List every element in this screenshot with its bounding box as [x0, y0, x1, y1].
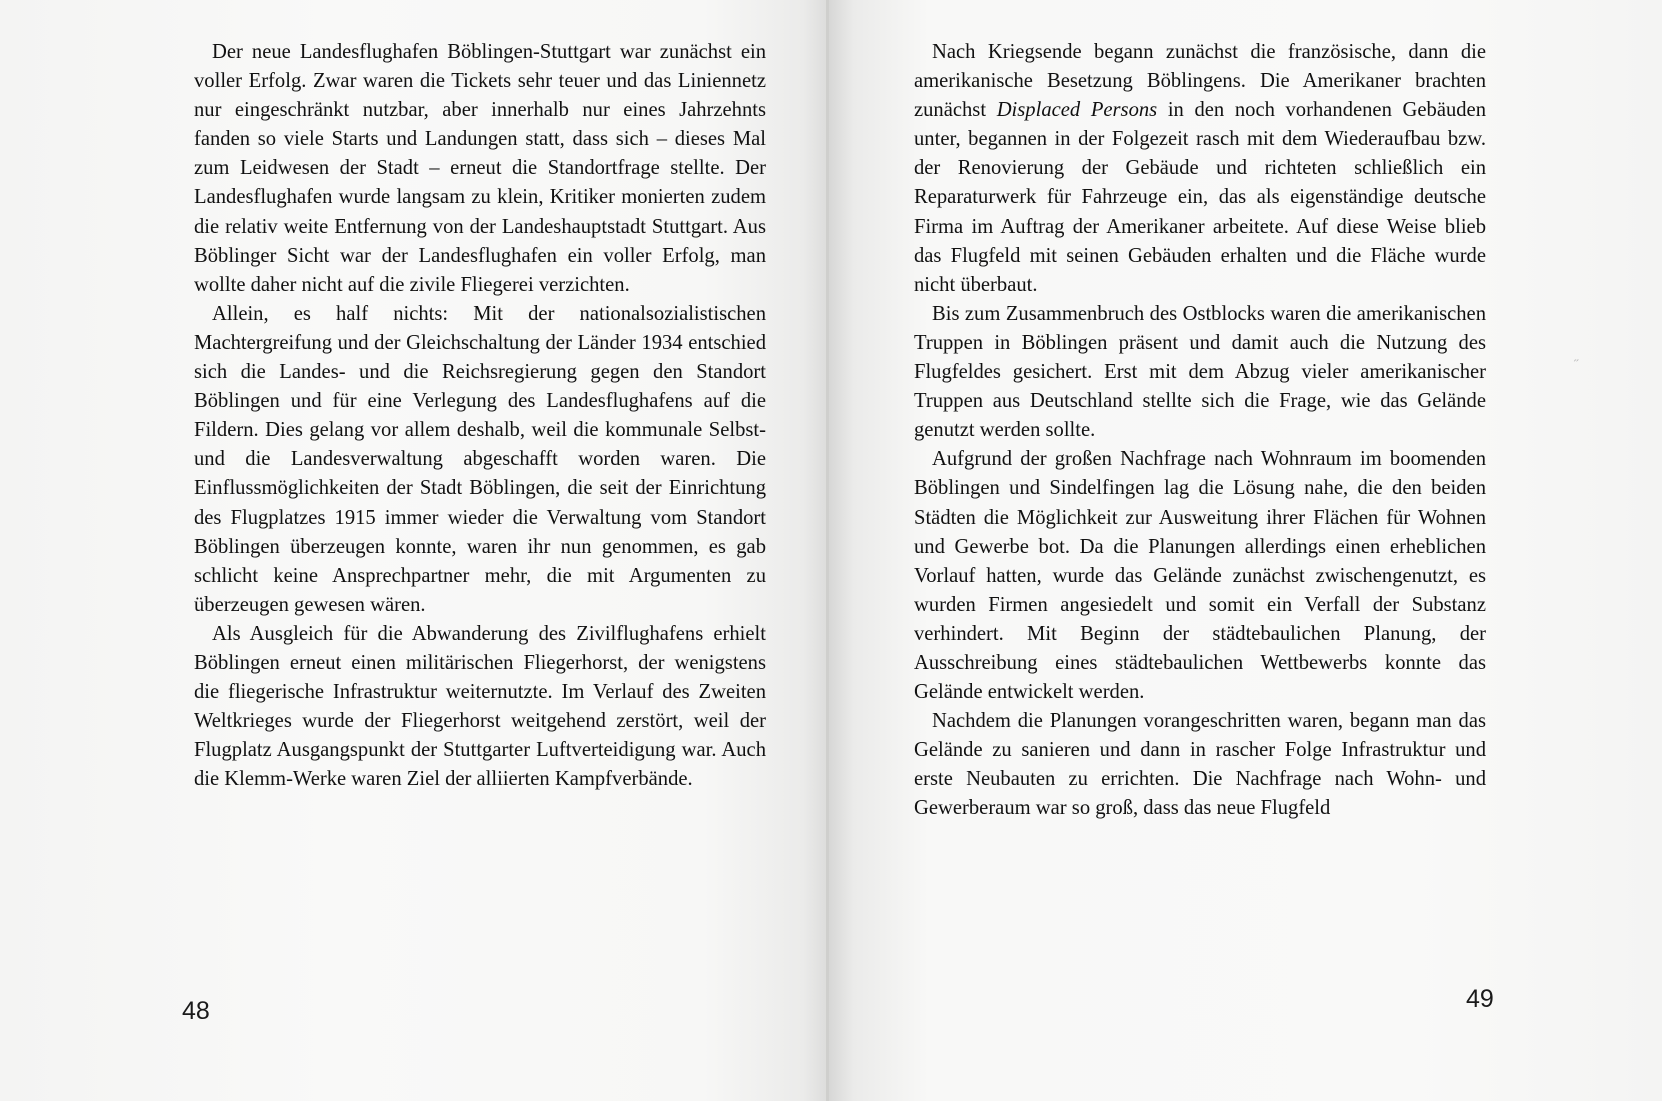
italic-term: Displaced Persons [996, 99, 1158, 122]
paragraph: Nachdem die Planungen vorangeschritten waren, begann man das Gelände zu sanieren und dann in rascher Folge Infrastruktur und erste Neubauten zu errichten. Die Nachfrage nach Wohn- und Gewerberaum war so groß, dass das neue Flugfeld [914, 710, 1486, 820]
right-page [829, 0, 1662, 1101]
paragraph [914, 38, 1486, 300]
paragraph: Der neue Landesflughafen Böblingen-Stuttgart war zunächst ein voller Erfolg. Zwar waren die Tickets sehr teuer und das Liniennetz nur eingeschränkt nutzbar, aber innerhalb nur eines Jahrzehnts fanden so viele Starts und Landungen statt, dass sich – dieses Mal zum Leidwesen der Stadt – erneut die Standortfrage stellte. Der Landesflughafen wurde langsam zu klein, Kritiker monierten zudem die relativ weite Entfernung von der Landeshauptstadt Stuttgart. Aus Böblinger Sicht war der Landesflughafen ein voller Erfolg, man wollte daher nicht auf die zivile Fliegerei verzichten. [194, 41, 766, 296]
paragraph-text: in den noch vorhandenen Gebäuden unter, begannen in der Folgezeit rasch mit dem Wiederaufbau bzw. der Renovierung der Gebäude und richteten schließlich ein Reparaturwerk für Fahrzeuge ein, das als eigenständige deutsche Firma im Auftrag der Amerikaner arbeitete. Auf diese Weise blieb das Flugfeld mit seinen Gebäuden erhalten und die Fläche wurde nicht überbaut. [914, 99, 1486, 296]
left-text-column [194, 38, 766, 794]
paragraph: Aufgrund der großen Nachfrage nach Wohnraum im boomenden Böblingen und Sindelfingen lag die Lösung nahe, die den beiden Städten die Möglichkeit zur Ausweitung ihrer Flächen für Wohnen und Gewerbe bot. Da die Planungen allerdings einen erheblichen Vorlauf hatten, wurde das Gelände zunächst zwischengenutzt, es wurden Firmen angesiedelt und somit ein Verfall der Substanz verhindert. Mit Beginn der städtebaulichen Planung, der Ausschreibung eines städtebaulichen Wettbewerbs konnte das Gelände entwickelt werden. [914, 448, 1486, 704]
paragraph: Allein, es half nichts: Mit der nationalsozialistischen Machtergreifung und der Gleichschaltung der Länder 1934 entschied sich die Landes- und die Reichsregierung gegen den Standort Böblingen und für eine Verlegung des Landesflughafens auf die Fildern. Dies gelang vor allem deshalb, weil die kommunale Selbst- und die Landesverwaltung abgeschafft worden waren. Die Einflussmöglichkeiten der Stadt Böblingen, die seit der Einrichtung des Flugplatzes 1915 immer wieder die Verwaltung vom Standort Böblingen überzeugen konnte, waren ihr nun genommen, es gab schlicht keine Ansprechpartner mehr, die mit Argumenten zu überzeugen gewesen wären. [194, 302, 766, 616]
right-text-column [914, 38, 1486, 824]
paragraph: Bis zum Zusammenbruch des Ostblocks waren die amerikanischen Truppen in Böblingen präsent und damit auch die Nutzung des Flugfeldes gesichert. Erst mit dem Abzug vieler amerikanischer Truppen aus Deutschland stellte sich die Frage, wie das Gelände genutzt werden sollte. [914, 302, 1486, 442]
page-number-left: 48 [182, 997, 210, 1025]
paper-speck: ˶ [1574, 352, 1579, 367]
paragraph: Als Ausgleich für die Abwanderung des Zivilflughafens erhielt Böblingen erneut einen militärischen Fliegerhorst, der wenigstens die fliegerische Infrastruktur weiternutzte. Im Verlauf des Zweiten Weltkrieges wurde der Fliegerhorst weitgehend zerstört, weil der Flugplatz Ausgangspunkt der Stuttgarter Luftverteidigung war. Auch die Klemm-Werke waren Ziel der alliierten Kampfverbände. [194, 622, 766, 791]
left-page [0, 0, 828, 1101]
page-number-right: 49 [1466, 985, 1494, 1013]
paragraph-text: Nach Kriegsende begann zunächst die französische, dann die amerikanische Besetzung Böblingens. Die Amerikaner brachten zunächst [914, 41, 1486, 122]
